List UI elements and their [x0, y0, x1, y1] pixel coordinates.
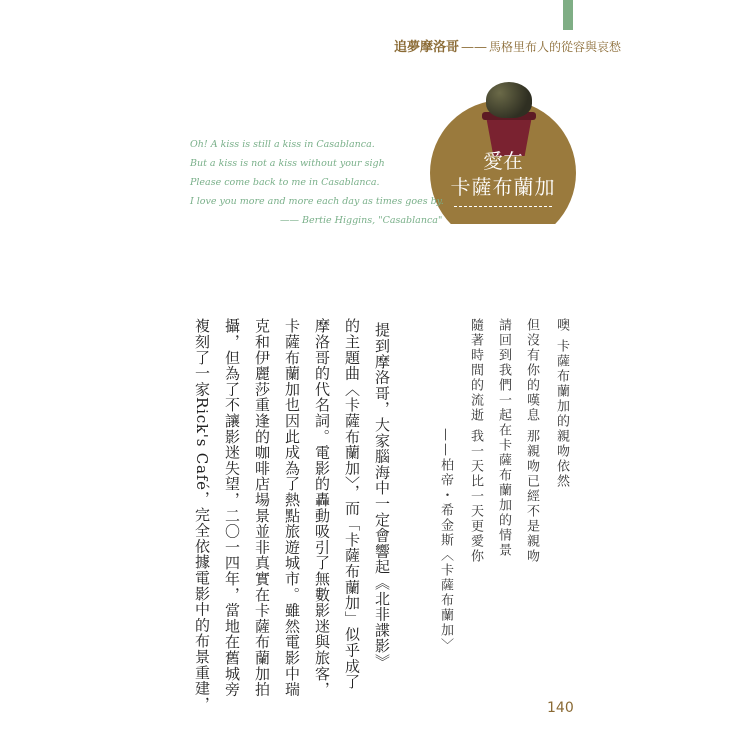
title-dashed-rule [454, 206, 552, 207]
body-column: 複刻了一家Rick's Café，完全依據電影中的布景重建， [193, 318, 211, 713]
body-column: 卡薩布蘭加也因此成為了熱點旅遊城市。雖然電影中瑞 [283, 318, 301, 698]
body-column: 摩洛哥的代名詞。電影的轟動吸引了無數影迷與旅客， [313, 318, 331, 698]
lyric-credit: —— Bertie Higgins, "Casablanca" [280, 215, 443, 226]
body-column: 提到摩洛哥，大家腦海中一定會響起《北非諜影》 [373, 322, 391, 670]
english-lyrics [190, 135, 444, 230]
body-column: 的主題曲〈卡薩布蘭加〉，而「卡薩布蘭加」似乎成了 [343, 318, 361, 690]
body-column: 克和伊麗莎重逢的咖啡店場景並非真實在卡薩布蘭加拍 [253, 318, 271, 698]
lyric-line: But a kiss is not a kiss without your sigh [190, 158, 385, 169]
chapter-title-line1: 愛在 [483, 149, 523, 173]
header-title: 追夢摩洛哥 [394, 40, 460, 55]
lyric-line: Oh! A kiss is still a kiss in Casablanca. [190, 139, 375, 150]
body-column: 攝，但為了不讓影迷失望，二〇一四年，當地在舊城旁 [223, 318, 241, 698]
poem-line: 隨著時間的流逝 我一天比一天更愛你 [468, 318, 483, 565]
header-subtitle: 馬格里布人的從容與哀愁 [489, 40, 622, 54]
poem-line: 請回到我們一起在卡薩布蘭加的情景 [496, 318, 511, 558]
lyric-line: I love you more and more each day as times goes by. [190, 196, 444, 207]
running-header [394, 36, 621, 55]
poem-line: 但沒有你的嘆息 那親吻已經不是親吻 [524, 318, 539, 565]
chapter-title [444, 148, 562, 200]
poem-credit: ——柏帝・希金斯〈卡薩布蘭加〉 [438, 428, 453, 653]
page-number: 140 [547, 700, 574, 716]
chapter-title-line2: 卡薩布蘭加 [450, 175, 556, 199]
lyric-line: Please come back to me in Casablanca. [190, 177, 380, 188]
header-separator: —— [461, 40, 488, 55]
poem-line: 噢 卡薩布蘭加的親吻依然 [554, 318, 569, 490]
chapter-tab-marker [563, 0, 573, 30]
